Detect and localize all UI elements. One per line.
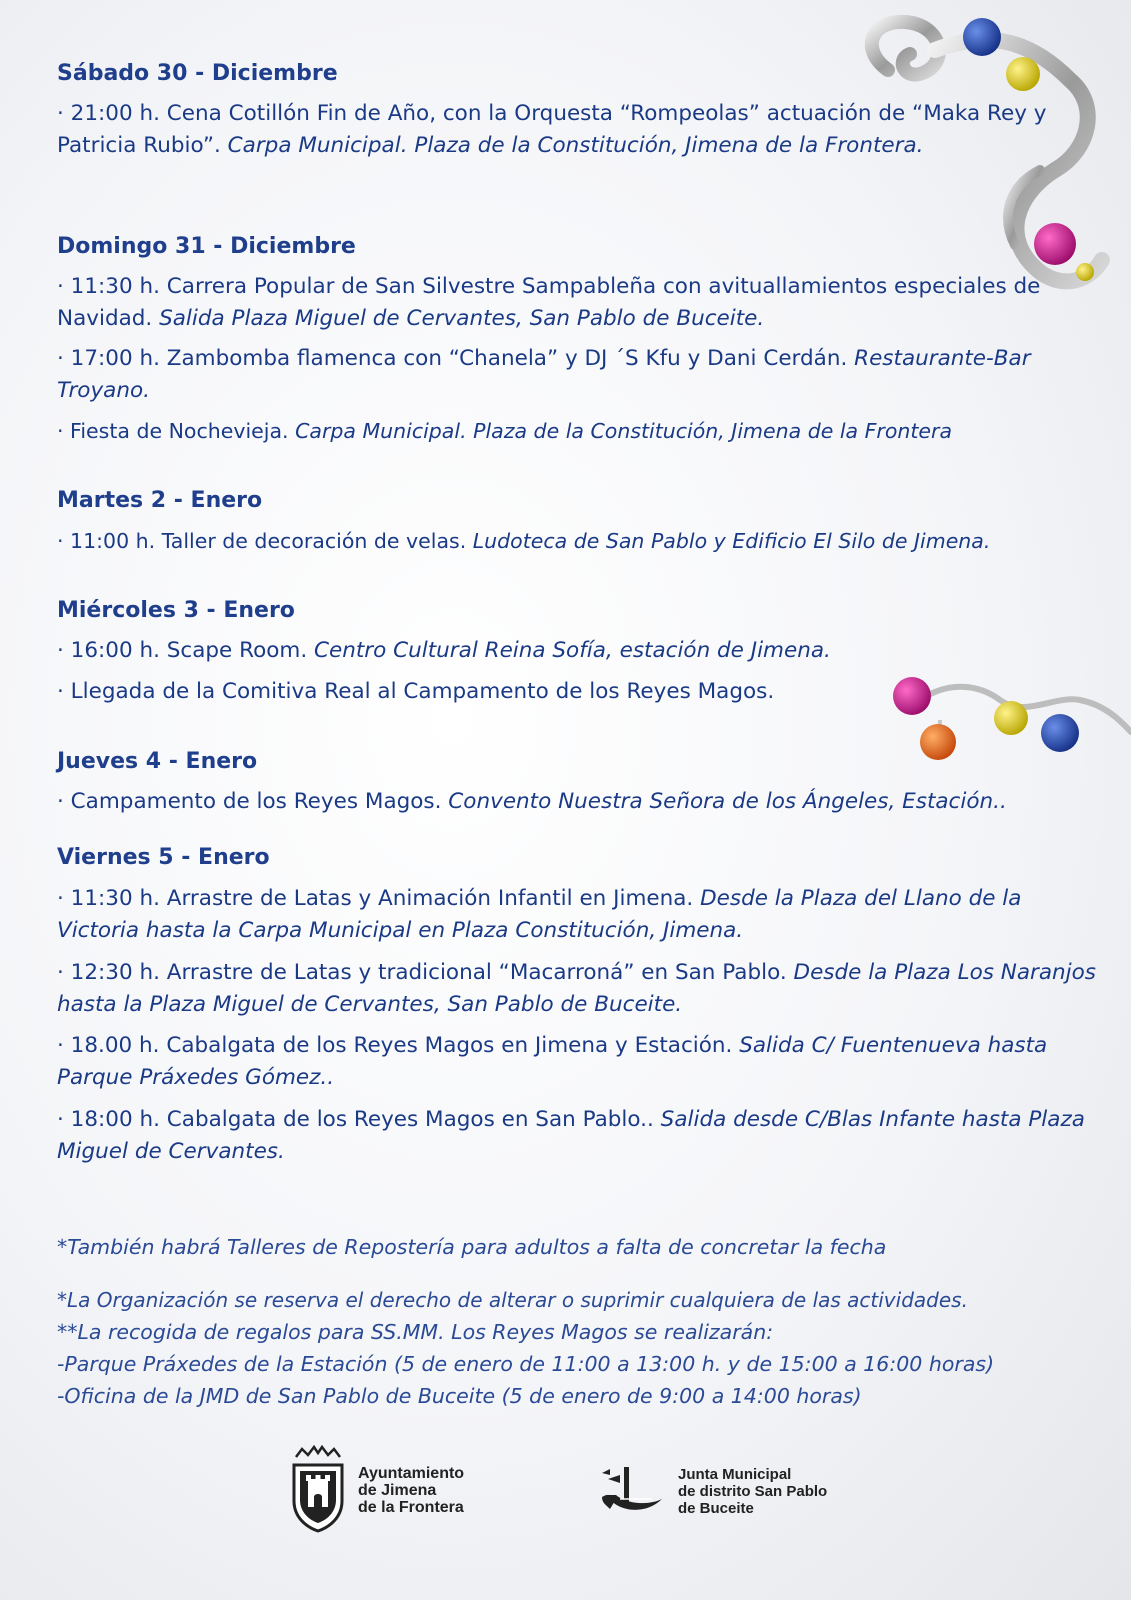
event-item xyxy=(57,343,1107,407)
ayuntamiento-line: Ayuntamiento xyxy=(358,1464,465,1482)
event-text: · Fiesta de Nochevieja. xyxy=(57,419,296,443)
event-text: · Campamento de los Reyes Magos. xyxy=(57,789,449,814)
event-item xyxy=(57,786,1107,818)
ayuntamiento-name xyxy=(358,1465,464,1516)
event-item xyxy=(57,271,1107,335)
note-oficina: -Oficina de la JMD de San Pablo de Buceite (5 de enero de 9:00 a 14:00 horas) xyxy=(57,1384,862,1408)
event-item xyxy=(57,635,1107,667)
note-talleres: *También habrá Talleres de Repostería para adultos a falta de concretar la fecha xyxy=(57,1235,887,1259)
event-item xyxy=(57,957,1107,1021)
junta-line: de Buceite xyxy=(678,1499,754,1517)
event-text: · 11:30 h. Carrera Popular de San Silvestre Sampableña con avituallamientos especiales de Navidad. xyxy=(57,274,1041,331)
junta-municipal-logo xyxy=(598,1465,827,1517)
event-item xyxy=(57,98,1107,162)
note-organizacion: *La Organización se reserva el derecho de alterar o suprimir cualquiera de las actividades. xyxy=(57,1288,968,1312)
day-heading: Miércoles 3 - Enero xyxy=(57,598,295,623)
event-item xyxy=(57,1104,1107,1168)
event-text: · 16:00 h. Scape Room. xyxy=(57,638,315,663)
event-text: · 11:00 h. Taller de decoración de velas. xyxy=(57,529,473,553)
ayuntamiento-line: de la Frontera xyxy=(358,1498,464,1516)
junta-line: Junta Municipal xyxy=(678,1465,792,1483)
event-location: Convento Nuestra Señora de los Ángeles, Estación.. xyxy=(448,789,1007,814)
day-heading: Sábado 30 - Diciembre xyxy=(57,61,338,86)
day-heading: Martes 2 - Enero xyxy=(57,488,263,513)
day-heading: Viernes 5 - Enero xyxy=(57,845,270,870)
jimena-coat-of-arms-icon xyxy=(290,1445,346,1535)
event-text: · 18.00 h. Cabalgata de los Reyes Magos en Jimena y Estación. xyxy=(57,1033,740,1058)
event-text: · 12:30 h. Arrastre de Latas y tradicional “Macarroná” en San Pablo. xyxy=(57,960,794,985)
event-item xyxy=(57,676,1107,708)
event-item xyxy=(57,525,1107,557)
event-location: Centro Cultural Reina Sofía, estación de Jimena. xyxy=(314,638,831,663)
ayuntamiento-logo xyxy=(290,1445,464,1535)
event-text: · 18:00 h. Cabalgata de los Reyes Magos en San Pablo.. xyxy=(57,1107,661,1132)
event-location: Restaurante-Bar Troyano. xyxy=(57,346,1031,403)
event-location: Salida Plaza Miguel de Cervantes, San Pablo de Buceite. xyxy=(159,306,765,331)
event-location: Carpa Municipal. Plaza de la Constitución, Jimena de la Frontera. xyxy=(227,133,924,158)
day-heading: Domingo 31 - Diciembre xyxy=(57,234,356,259)
event-location: Carpa Municipal. Plaza de la Constitución, Jimena de la Frontera xyxy=(295,419,953,443)
junta-name xyxy=(678,1466,827,1517)
ayuntamiento-line: de Jimena xyxy=(358,1481,437,1499)
event-text: · 17:00 h. Zambomba flamenca con “Chanela” y DJ ´S Kfu y Dani Cerdán. xyxy=(57,346,855,371)
event-item xyxy=(57,1030,1107,1094)
event-location: Desde la Plaza Los Naranjos hasta la Plaza Miguel de Cervantes, San Pablo de Buceite. xyxy=(57,960,1096,1017)
event-location: Salida desde C/Blas Infante hasta Plaza Miguel de Cervantes. xyxy=(57,1107,1085,1164)
event-item xyxy=(57,415,1107,447)
event-text: · 11:30 h. Arrastre de Latas y Animación Infantil en Jimena. xyxy=(57,886,701,911)
event-location: Desde la Plaza del Llano de la Victoria hasta la Carpa Municipal en Plaza Constitución, Jimena. xyxy=(57,886,1022,943)
junta-line: de distrito San Pablo xyxy=(678,1482,828,1500)
san-pablo-emblem-icon xyxy=(598,1465,666,1517)
note-recogida: **La recogida de regalos para SS.MM. Los Reyes Magos se realizarán: xyxy=(57,1320,774,1344)
event-location: Ludoteca de San Pablo y Edificio El Silo de Jimena. xyxy=(472,529,991,553)
event-location: Salida C/ Fuentenueva hasta Parque Práxedes Gómez.. xyxy=(57,1033,1048,1090)
day-heading: Jueves 4 - Enero xyxy=(57,749,258,774)
note-parque: -Parque Práxedes de la Estación (5 de enero de 11:00 a 13:00 h. y de 15:00 a 16:00 horas) xyxy=(57,1352,995,1376)
event-text: · Llegada de la Comitiva Real al Campamento de los Reyes Magos. xyxy=(57,679,775,704)
event-text: · 21:00 h. Cena Cotillón Fin de Año, con la Orquesta “Rompeolas” actuación de “Maka Rey y Patricia Rubio”. xyxy=(57,101,1047,158)
event-item xyxy=(57,883,1107,947)
